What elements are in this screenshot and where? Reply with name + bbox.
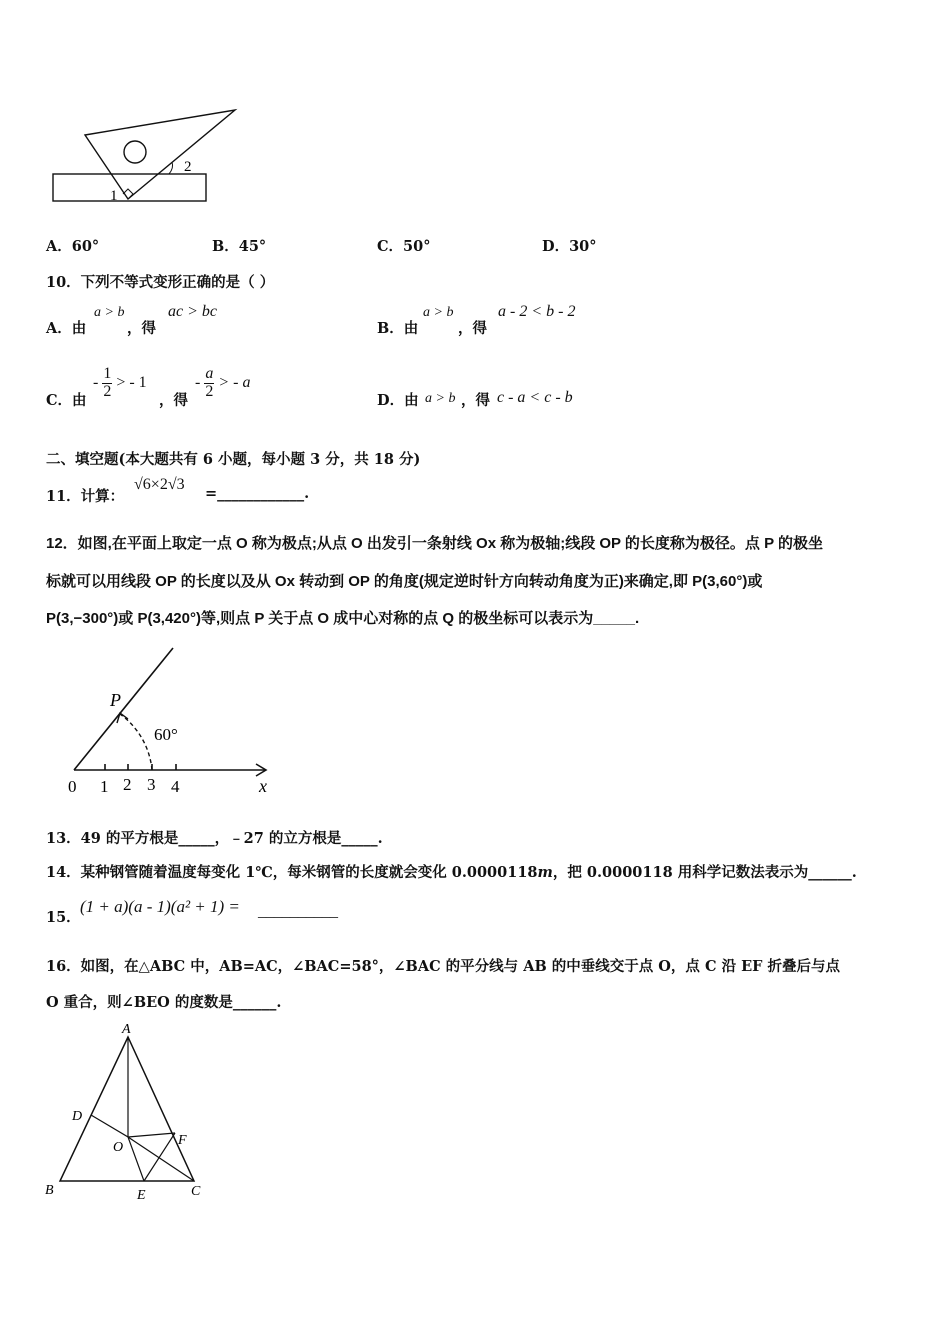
q13-text: 13．49 的平方根是_____，﹣27 的立方根是_____. [46, 830, 383, 847]
q10-a-letter: A．由 [46, 320, 87, 337]
q10-c-cond-den: 2 [103, 382, 112, 400]
q10-d-cond: a > b [425, 391, 456, 406]
q10-stem: 10．下列不等式变形正确的是（ ） [46, 274, 275, 291]
polar-coordinate-figure [60, 644, 280, 800]
tick-label-0: 0 [68, 777, 77, 796]
q10-c-cond [93, 366, 147, 401]
q10-d-sep: ，得 [461, 392, 490, 409]
q10-c-cond-minus: - [93, 373, 99, 391]
point-p-label: P [110, 690, 121, 710]
triangle-abc-figure [40, 1017, 215, 1207]
q10-a-result: ac > bc [168, 303, 217, 320]
q10-b-result: a - 2 < b - 2 [498, 303, 576, 320]
q10-c-res-num: a [205, 365, 214, 382]
q10-d-letter: D．由 [377, 392, 419, 409]
q15-prefix: 15． [46, 909, 81, 926]
q14-unit: m [537, 864, 553, 881]
q10-c-res-minus: - [195, 373, 201, 391]
q10-d-result: c - a < c - b [497, 389, 573, 406]
fold-line-ef [144, 1133, 175, 1181]
q14-text [46, 861, 857, 882]
angle-arc [120, 714, 152, 770]
point-d-label: D [72, 1109, 83, 1124]
segment-oe [128, 1137, 144, 1181]
q11-expr2: 2√3 [159, 476, 185, 493]
tick-label-2: 2 [123, 775, 132, 794]
q10-c-res-den: 2 [205, 382, 214, 400]
tick-label-4: 4 [171, 777, 180, 796]
q15-expression: (1 + a)(a - 1)(a² + 1) = [80, 897, 240, 916]
q10-b-cond: a > b [423, 305, 454, 320]
q10-c-res-frac [204, 366, 214, 401]
vertex-a-label: A [122, 1022, 131, 1037]
angle2-label: 2 [184, 159, 192, 175]
q10-c-cond-num: 1 [103, 365, 112, 382]
section2-title: 二、填空题(本大题共有 6 小题，每小题 3 分，共 18 分) [46, 451, 421, 468]
q9-option-a: A．60° [46, 238, 100, 255]
q9-option-c: C．50° [377, 238, 431, 255]
tick-label-3: 3 [147, 775, 156, 794]
q10-c-letter: C．由 [46, 392, 87, 409]
q10-a-sep: ，得 [127, 320, 156, 337]
angle1-label: 1 [110, 188, 118, 204]
point-f-label: F [178, 1133, 187, 1148]
q10-a-cond: a > b [94, 305, 125, 320]
q14-text-a: 14．某种钢管随着温度每变化 1℃，每米钢管的长度就会变化 0.0000118 [46, 864, 538, 881]
q12-line1: 12．如图,在平面上取定一点 O 称为极点;从点 O 出发引一条射线 Ox 称为极轴;线段 OP 的长度称为极径。点 P 的极坐 [46, 535, 824, 552]
ray-op [74, 648, 173, 770]
q12-line2: 标就可以用线段 OP 的长度以及从 Ox 转动到 OP 的角度(规定逆时针方向转动角度为正)来确定,即 P(3,60°)或 [46, 573, 763, 590]
x-axis-label: x [259, 776, 267, 796]
vertex-c-label: C [191, 1184, 201, 1199]
q14-text-b: ，把 0.0000118 用科学记数法表示为______. [552, 864, 857, 881]
q11-expression [134, 476, 185, 494]
triangle-ruler-figure [48, 104, 248, 208]
angle-60-label: 60° [154, 725, 178, 744]
triangle-hole [124, 141, 146, 163]
q10-c-cond-rest: > - 1 [116, 373, 147, 391]
q11-suffix: =____________. [205, 485, 310, 502]
point-e-label: E [137, 1188, 146, 1203]
q9-option-d: D．30° [542, 238, 597, 255]
q10-b-letter: B．由 [377, 320, 419, 337]
q10-b-sep: ，得 [458, 320, 487, 337]
q12-line3: P(3,−300°)或 P(3,420°)等,则点 P 关于点 O 成中心对称的点 Q 的极坐标可以表示为_____. [46, 610, 640, 627]
q10-c-res-rest: > - a [218, 373, 251, 391]
q16-line1: 16．如图，在△ABC 中，AB=AC，∠BAC=58°，∠BAC 的平分线与 AB 的中垂线交于点 O，点 C 沿 EF 折叠后与点 [46, 958, 841, 975]
q11-prefix: 11．计算： [46, 488, 125, 505]
segment-of [128, 1133, 175, 1137]
vertex-b-label: B [45, 1183, 54, 1198]
q16-line2: O 重合，则∠BEO 的度数是______. [46, 994, 282, 1011]
q11-expr1: √6 [134, 476, 151, 493]
q9-option-b: B．45° [212, 238, 267, 255]
triangle-shape [85, 110, 235, 199]
point-o-label: O [113, 1140, 124, 1155]
q15-blank: __________ [258, 903, 338, 920]
perpendicular-do [91, 1115, 128, 1137]
tick-label-1: 1 [100, 777, 109, 796]
q10-c-sep: ，得 [159, 392, 188, 409]
q10-c-result [195, 366, 250, 401]
q11-times: × [150, 476, 160, 493]
q10-c-cond-frac [102, 366, 112, 401]
